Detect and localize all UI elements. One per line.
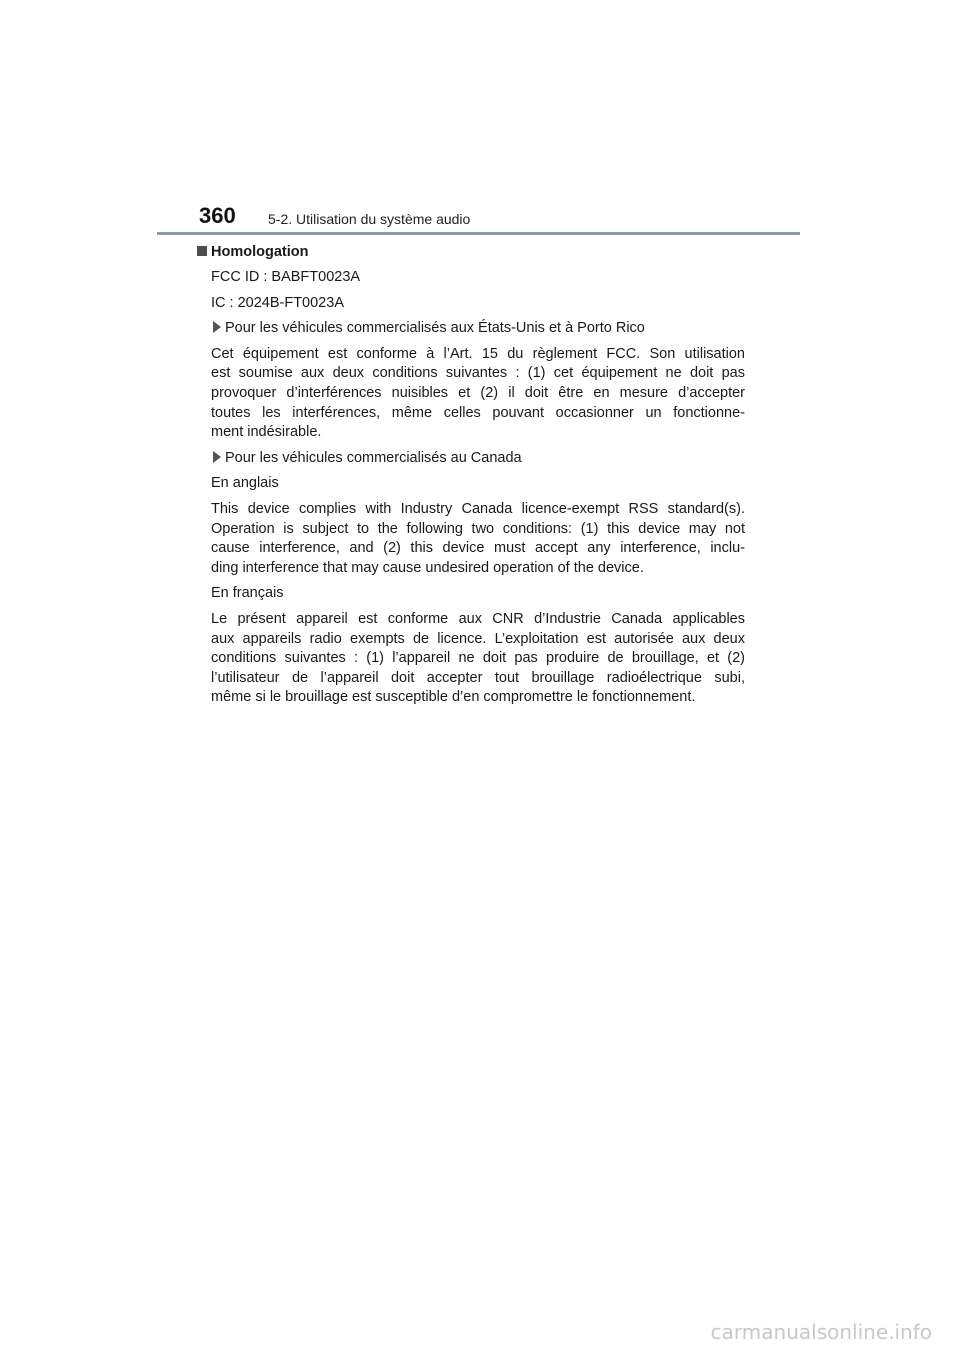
paragraph-english	[211, 500, 745, 578]
paragraph-french	[211, 610, 745, 708]
bullet-us-pr-text: Pour les véhicules commercialisés aux États-Unis et à Porto Rico	[225, 320, 645, 337]
bullet-us-pr	[211, 319, 745, 339]
text-line: toutes les interférences, même celles pouvant occasionner un fonctionne-	[211, 404, 745, 421]
text-line: This device complies with Industry Canada licence-exempt RSS standard(s).	[211, 500, 745, 517]
text-line: l’utilisateur de l’appareil doit accepter tout brouillage radioélectrique subi,	[211, 669, 745, 686]
section-heading	[197, 243, 745, 262]
text-line: provoquer d’interférences nuisibles et (2) il doit être en mesure d’accepter	[211, 384, 745, 401]
ic-id: IC : 2024B-FT0023A	[211, 294, 344, 311]
page-header	[199, 203, 800, 235]
text-line: même si le brouillage est susceptible d’en compromettre le fonctionnement.	[211, 689, 696, 706]
text-line: ment indésirable.	[211, 424, 322, 441]
text-line: est soumise aux deux conditions suivantes : (1) cet équipement ne doit pas	[211, 365, 745, 382]
triangle-bullet-icon	[213, 451, 221, 463]
fcc-id: FCC ID : BABFT0023A	[211, 269, 361, 285]
chapter-title: 5-2. Utilisation du système audio	[268, 211, 471, 227]
section-heading-text: Homologation	[211, 244, 309, 260]
text-line: Operation is subject to the following two conditions: (1) this device may not	[211, 520, 745, 537]
label-english: En anglais	[211, 475, 279, 492]
paragraph-fcc-compliance	[211, 345, 745, 443]
text-line: ding interference that may cause undesired operation of the device.	[211, 559, 644, 576]
text-line: conditions suivantes : (1) l’appareil ne doit pas produire de brouillage, et (2)	[211, 650, 745, 667]
label-french: En français	[211, 585, 284, 602]
bullet-canada-text: Pour les véhicules commercialisés au Canada	[225, 449, 522, 466]
text-line: aux appareils radio exempts de licence. L’exploitation est autorisée aux deux	[211, 630, 745, 647]
square-bullet-icon	[197, 246, 207, 256]
text-line: cause interference, and (2) this device must accept any interference, inclu-	[211, 540, 745, 557]
page-content	[211, 243, 745, 708]
watermark: carmanualsonline.info	[710, 1320, 932, 1344]
header-rule	[157, 232, 800, 235]
bullet-canada	[211, 449, 745, 469]
triangle-bullet-icon	[213, 321, 221, 333]
text-line: Le présent appareil est conforme aux CNR d’Industrie Canada applicables	[211, 610, 745, 627]
page-number: 360	[199, 203, 236, 228]
text-line: Cet équipement est conforme à l’Art. 15 du règlement FCC. Son utilisation	[211, 345, 745, 362]
